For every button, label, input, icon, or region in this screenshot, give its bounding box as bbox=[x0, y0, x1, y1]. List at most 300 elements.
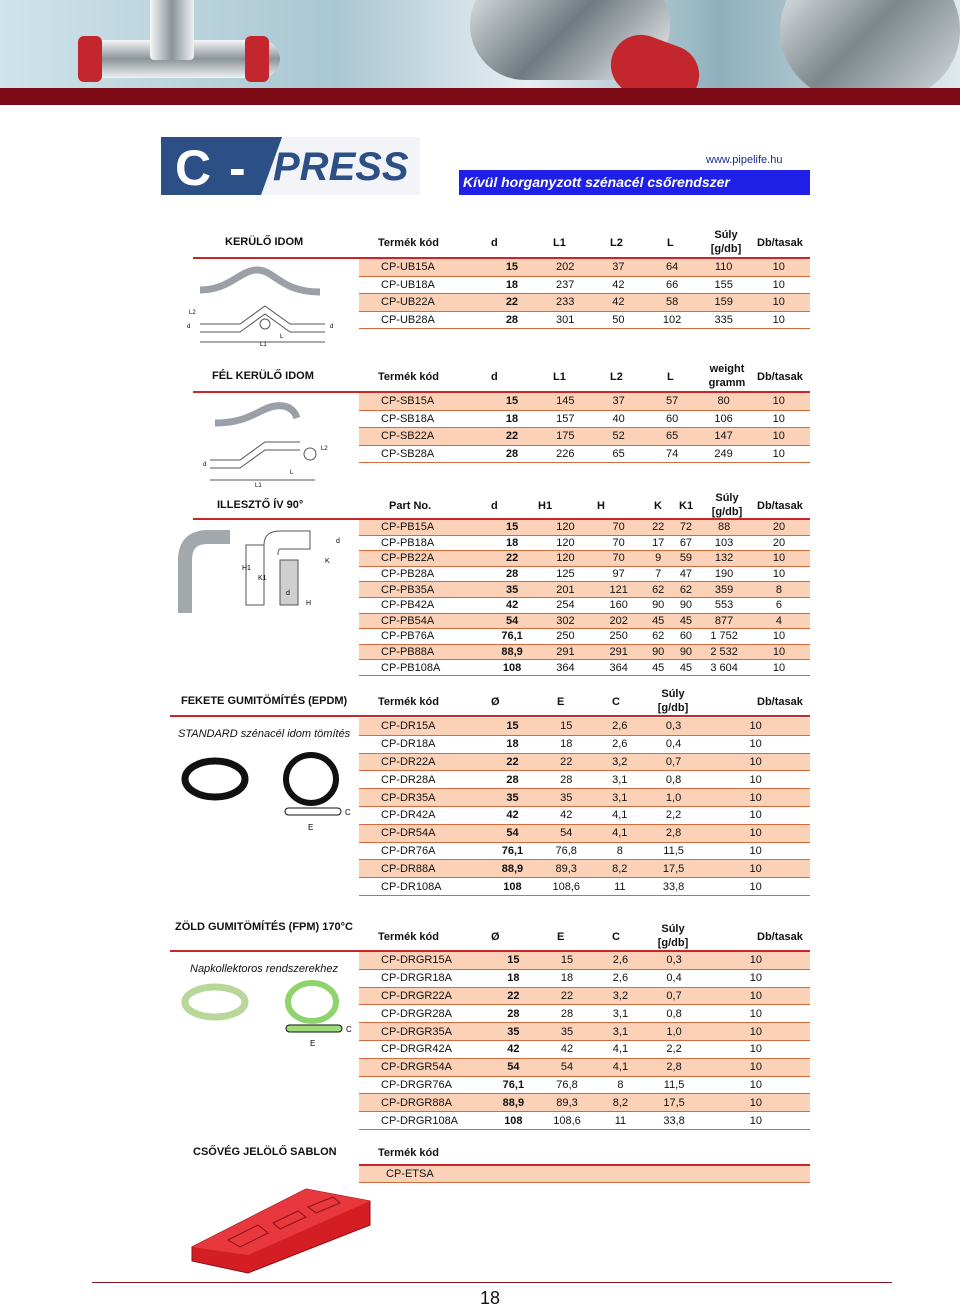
product-code-cell: CP-DR18A bbox=[359, 735, 486, 753]
table-cell: 10 bbox=[702, 1005, 810, 1023]
product-code-cell: CP-DRGR28A bbox=[359, 1005, 487, 1023]
svg-text:d: d bbox=[187, 324, 191, 330]
svg-text:L2: L2 bbox=[321, 446, 328, 452]
table-cell: 3,1 bbox=[594, 1005, 646, 1023]
table-cell: 18 bbox=[486, 276, 538, 294]
table-row bbox=[359, 1040, 810, 1058]
table-cell: 28 bbox=[486, 445, 538, 463]
table-cell: 33,8 bbox=[646, 878, 701, 896]
table-cell: 11 bbox=[594, 878, 646, 896]
table-cell: 291 bbox=[593, 644, 645, 660]
product-code-cell: CP-DR22A bbox=[359, 753, 486, 771]
table-cell: 8,2 bbox=[594, 1094, 646, 1112]
table-cell: 18 bbox=[487, 969, 539, 987]
table-cell: 2,6 bbox=[594, 969, 646, 987]
table-cell: 335 bbox=[700, 311, 748, 329]
svg-text:d: d bbox=[286, 590, 290, 597]
table-cell: 67 bbox=[672, 535, 701, 551]
product-table bbox=[359, 393, 810, 463]
table-cell: 301 bbox=[538, 311, 592, 329]
table-cell: 106 bbox=[700, 410, 748, 428]
product-code-cell: CP-PB108A bbox=[359, 660, 486, 676]
black-o-ring-drawing bbox=[180, 752, 360, 832]
table-cell: 10 bbox=[748, 410, 810, 428]
product-code-cell: CP-UB22A bbox=[359, 294, 486, 312]
table-row bbox=[359, 445, 810, 463]
svg-text:C: C bbox=[345, 808, 351, 817]
table-row bbox=[359, 842, 810, 860]
product-code-cell: CP-DRGR18A bbox=[359, 969, 487, 987]
table-cell: 3,1 bbox=[594, 1023, 646, 1041]
table-row bbox=[359, 294, 810, 312]
table-cell: 10 bbox=[748, 445, 810, 463]
table-cell: 72 bbox=[672, 520, 701, 535]
table-cell: 89,3 bbox=[540, 1094, 595, 1112]
table-cell: 10 bbox=[748, 259, 810, 276]
table-cell: 28 bbox=[539, 771, 594, 789]
product-code-cell: CP-PB42A bbox=[359, 597, 486, 613]
table-cell: 20 bbox=[748, 520, 810, 535]
table-cell: 65 bbox=[593, 445, 645, 463]
table-cell: 22 bbox=[645, 520, 672, 535]
section-title: FEKETE GUMITÖMÍTÉS (EPDM) bbox=[181, 695, 348, 707]
table-cell: 132 bbox=[700, 551, 748, 567]
table-cell: 4,1 bbox=[594, 1058, 646, 1076]
svg-text:L2: L2 bbox=[189, 310, 196, 316]
table-row bbox=[359, 718, 810, 735]
table-cell: 3,2 bbox=[594, 987, 646, 1005]
website-url[interactable]: www.pipelife.hu bbox=[706, 154, 783, 166]
table-cell: 22 bbox=[486, 428, 538, 446]
table-cell: 10 bbox=[702, 1076, 810, 1094]
table-cell: 37 bbox=[592, 259, 644, 276]
table-cell: 250 bbox=[538, 629, 592, 645]
table-cell: 190 bbox=[700, 566, 748, 582]
svg-text:K1: K1 bbox=[258, 575, 267, 582]
table-cell: 9 bbox=[645, 551, 672, 567]
table-row bbox=[359, 952, 810, 969]
table-cell: 8 bbox=[594, 842, 646, 860]
table-cell: 10 bbox=[702, 1112, 810, 1130]
table-cell: 102 bbox=[644, 311, 699, 329]
table-cell: 17,5 bbox=[646, 1094, 701, 1112]
table-cell: 10 bbox=[701, 842, 810, 860]
header-accent-bar bbox=[0, 88, 960, 105]
table-cell: 10 bbox=[702, 1023, 810, 1041]
table-cell: 15 bbox=[486, 393, 538, 410]
table-row bbox=[359, 259, 810, 276]
table-cell: 35 bbox=[540, 1023, 595, 1041]
table-cell: 2,6 bbox=[594, 718, 646, 735]
table-cell: 15 bbox=[486, 718, 539, 735]
table-cell: 120 bbox=[538, 551, 592, 567]
c-press-logo: C - PRESS bbox=[161, 137, 420, 195]
table-cell: 3,2 bbox=[594, 753, 646, 771]
table-cell: 10 bbox=[702, 987, 810, 1005]
table-cell: 1 752 bbox=[700, 629, 748, 645]
table-cell: 120 bbox=[538, 535, 592, 551]
table-row bbox=[359, 1058, 810, 1076]
table-cell: 10 bbox=[748, 276, 810, 294]
table-cell: 125 bbox=[538, 566, 592, 582]
table-row bbox=[359, 1112, 810, 1130]
table-cell: 110 bbox=[700, 259, 748, 276]
table-row bbox=[359, 753, 810, 771]
table-cell: 0,3 bbox=[646, 718, 701, 735]
table-cell: 254 bbox=[538, 597, 592, 613]
table-cell: 10 bbox=[748, 566, 810, 582]
table-row bbox=[359, 987, 810, 1005]
table-cell: 18 bbox=[539, 735, 594, 753]
table-cell: 10 bbox=[748, 660, 810, 676]
table-cell: 88 bbox=[700, 520, 748, 535]
table-cell: 10 bbox=[748, 629, 810, 645]
section-title: FÉL KERÜLŐ IDOM bbox=[212, 370, 314, 382]
product-code-cell: CP-PB54A bbox=[359, 613, 486, 629]
table-cell: 45 bbox=[645, 613, 672, 629]
product-code-cell: CP-PB15A bbox=[359, 520, 486, 535]
product-code-cell: CP-UB15A bbox=[359, 259, 486, 276]
table-cell: 10 bbox=[748, 644, 810, 660]
table-cell: 2,8 bbox=[646, 824, 701, 842]
table-cell: 11 bbox=[594, 1112, 646, 1130]
table-cell: 28 bbox=[540, 1005, 595, 1023]
table-cell: 0,7 bbox=[646, 753, 701, 771]
table-cell: 202 bbox=[593, 613, 645, 629]
table-cell: 17,5 bbox=[646, 860, 701, 878]
product-code-cell: CP-DRGR15A bbox=[359, 952, 487, 969]
table-cell: 54 bbox=[539, 824, 594, 842]
product-code-cell: CP-DRGR108A bbox=[359, 1112, 487, 1130]
product-code-cell: CP-SB22A bbox=[359, 428, 486, 446]
table-cell: 54 bbox=[486, 824, 539, 842]
table-cell: 42 bbox=[539, 806, 594, 824]
table-row bbox=[359, 428, 810, 446]
product-code-cell: CP-DR76A bbox=[359, 842, 486, 860]
svg-text:d: d bbox=[330, 324, 334, 330]
table-row bbox=[359, 1094, 810, 1112]
product-code-cell: CP-DRGR42A bbox=[359, 1040, 487, 1058]
table-row bbox=[359, 535, 810, 551]
table-cell: 175 bbox=[538, 428, 592, 446]
product-code-cell: CP-UB28A bbox=[359, 311, 486, 329]
product-code-cell: CP-PB22A bbox=[359, 551, 486, 567]
table-cell: 50 bbox=[592, 311, 644, 329]
table-row bbox=[359, 735, 810, 753]
table-cell: 76,8 bbox=[540, 1076, 595, 1094]
table-cell: 28 bbox=[487, 1005, 539, 1023]
table-cell: 22 bbox=[486, 753, 539, 771]
table-cell: 58 bbox=[644, 294, 699, 312]
table-cell: 877 bbox=[700, 613, 748, 629]
product-code-cell: CP-DR54A bbox=[359, 824, 486, 842]
table-cell: 8 bbox=[748, 582, 810, 598]
svg-text:d: d bbox=[336, 538, 340, 545]
table-cell: 70 bbox=[593, 551, 645, 567]
table-cell: 15 bbox=[540, 952, 595, 969]
product-code-cell: CP-DR15A bbox=[359, 718, 486, 735]
table-cell: 302 bbox=[538, 613, 592, 629]
table-cell: 10 bbox=[702, 1058, 810, 1076]
table-cell: 201 bbox=[538, 582, 592, 598]
table-cell: 233 bbox=[538, 294, 592, 312]
product-code-cell: CP-SB18A bbox=[359, 410, 486, 428]
product-table bbox=[359, 259, 810, 329]
pipe-end-template-drawing bbox=[188, 1185, 378, 1275]
table-cell: 33,8 bbox=[646, 1112, 701, 1130]
table-cell: 35 bbox=[539, 789, 594, 807]
table-cell: 226 bbox=[538, 445, 592, 463]
svg-text:L1: L1 bbox=[255, 483, 262, 488]
section-subtitle: STANDARD szénacél idom tömítés bbox=[178, 728, 351, 740]
table-cell: 37 bbox=[593, 393, 645, 410]
table-cell: 35 bbox=[486, 789, 539, 807]
table-cell: 42 bbox=[592, 276, 644, 294]
header-banner-photo bbox=[0, 0, 960, 90]
table-cell: 155 bbox=[700, 276, 748, 294]
section-title: KERÜLŐ IDOM bbox=[225, 236, 304, 248]
half-offset-bend-drawing bbox=[195, 398, 355, 488]
table-row bbox=[359, 860, 810, 878]
table-row bbox=[359, 1023, 810, 1041]
table-cell: 10 bbox=[701, 771, 810, 789]
table-cell: 2,2 bbox=[646, 806, 701, 824]
table-cell: 54 bbox=[486, 613, 539, 629]
table-cell: 10 bbox=[748, 393, 810, 410]
product-code-cell: CP-PB88A bbox=[359, 644, 486, 660]
table-cell: 0,4 bbox=[646, 969, 701, 987]
product-code-cell: CP-SB28A bbox=[359, 445, 486, 463]
svg-text:L: L bbox=[290, 470, 294, 476]
table-cell: 17 bbox=[645, 535, 672, 551]
table-cell: 89,3 bbox=[539, 860, 594, 878]
svg-text:C: C bbox=[346, 1025, 352, 1034]
product-code-cell: CP-DRGR35A bbox=[359, 1023, 487, 1041]
table-cell: 90 bbox=[672, 597, 701, 613]
table-cell: 11,5 bbox=[646, 842, 701, 860]
table-cell: 76,8 bbox=[539, 842, 594, 860]
table-cell: 42 bbox=[540, 1040, 595, 1058]
table-cell: 147 bbox=[700, 428, 748, 446]
table-cell: 2,8 bbox=[646, 1058, 701, 1076]
table-cell: 15 bbox=[486, 520, 539, 535]
table-cell: 54 bbox=[540, 1058, 595, 1076]
table-row bbox=[359, 660, 810, 676]
table-row: CP-ETSA bbox=[359, 1166, 810, 1183]
table-cell: 10 bbox=[701, 753, 810, 771]
page-number: 18 bbox=[479, 1288, 501, 1308]
table-row bbox=[359, 644, 810, 660]
table-cell: 45 bbox=[645, 660, 672, 676]
table-cell: 4,1 bbox=[594, 824, 646, 842]
product-table bbox=[359, 952, 810, 1130]
table-cell: 90 bbox=[672, 644, 701, 660]
table-cell: 18 bbox=[486, 410, 538, 428]
table-cell: 59 bbox=[672, 551, 701, 567]
table-cell: 2,6 bbox=[594, 735, 646, 753]
table-cell: 0,8 bbox=[646, 771, 701, 789]
table-cell: 15 bbox=[539, 718, 594, 735]
product-code-cell: CP-DR28A bbox=[359, 771, 486, 789]
product-code-cell: CP-DRGR76A bbox=[359, 1076, 487, 1094]
table-cell: 6 bbox=[748, 597, 810, 613]
table-cell: 42 bbox=[487, 1040, 539, 1058]
table-cell: 159 bbox=[700, 294, 748, 312]
table-cell: 3,1 bbox=[594, 771, 646, 789]
table-cell: 35 bbox=[487, 1023, 539, 1041]
table-cell: 10 bbox=[702, 969, 810, 987]
svg-text:E: E bbox=[308, 823, 314, 832]
table-header: Termék kód bbox=[378, 1147, 439, 1159]
table-cell: 10 bbox=[748, 551, 810, 567]
section-title: ZÖLD GUMITÖMÍTÉS (FPM) 170°C bbox=[175, 921, 353, 933]
table-cell: 18 bbox=[486, 535, 539, 551]
table-cell: 359 bbox=[700, 582, 748, 598]
table-cell: 250 bbox=[593, 629, 645, 645]
table-cell: 160 bbox=[593, 597, 645, 613]
section-rule bbox=[170, 715, 810, 717]
table-row bbox=[359, 824, 810, 842]
table-cell: 1,0 bbox=[646, 1023, 701, 1041]
table-row bbox=[359, 582, 810, 598]
table-cell: 52 bbox=[593, 428, 645, 446]
table-cell: 70 bbox=[593, 520, 645, 535]
table-cell: 22 bbox=[486, 294, 538, 312]
table-cell: 10 bbox=[702, 1040, 810, 1058]
table-cell: 60 bbox=[672, 629, 701, 645]
table-cell: 42 bbox=[486, 806, 539, 824]
section-subtitle: Napkollektoros rendszerekhez bbox=[190, 963, 338, 975]
table-cell: 121 bbox=[593, 582, 645, 598]
table-cell: 88,9 bbox=[486, 860, 539, 878]
table-cell: 65 bbox=[645, 428, 700, 446]
table-cell: 45 bbox=[672, 660, 701, 676]
product-code-cell: CP-DR88A bbox=[359, 860, 486, 878]
table-cell: 4,1 bbox=[594, 1040, 646, 1058]
tagline-bar: Kívül horganyzott szénacél csőrendszer bbox=[459, 170, 810, 195]
table-cell: 62 bbox=[645, 582, 672, 598]
table-cell: 47 bbox=[672, 566, 701, 582]
table-cell: 42 bbox=[592, 294, 644, 312]
table-cell: 97 bbox=[593, 566, 645, 582]
table-cell: 1,0 bbox=[646, 789, 701, 807]
product-code-cell: CP-DRGR22A bbox=[359, 987, 487, 1005]
product-code-cell: CP-PB18A bbox=[359, 535, 486, 551]
table-row bbox=[359, 878, 810, 896]
table-row bbox=[359, 311, 810, 329]
table-cell: 4,1 bbox=[594, 806, 646, 824]
table-cell: 237 bbox=[538, 276, 592, 294]
table-cell: 364 bbox=[538, 660, 592, 676]
svg-text:H1: H1 bbox=[242, 565, 251, 572]
table-cell: 2 532 bbox=[700, 644, 748, 660]
table-cell: 10 bbox=[701, 718, 810, 735]
table-cell: 157 bbox=[538, 410, 592, 428]
table-cell: 15 bbox=[486, 259, 538, 276]
table-row bbox=[359, 551, 810, 567]
table-row bbox=[359, 597, 810, 613]
table-row bbox=[359, 276, 810, 294]
table-row bbox=[359, 806, 810, 824]
table-cell: 10 bbox=[701, 824, 810, 842]
table-cell: 10 bbox=[701, 860, 810, 878]
table-cell: 88,9 bbox=[486, 644, 539, 660]
table-cell: 10 bbox=[748, 311, 810, 329]
table-row bbox=[359, 1076, 810, 1094]
table-cell: 28 bbox=[486, 566, 539, 582]
product-code-cell: CP-PB35A bbox=[359, 582, 486, 598]
table-cell: 3 604 bbox=[700, 660, 748, 676]
footer-rule bbox=[92, 1282, 892, 1283]
table-cell: 10 bbox=[701, 806, 810, 824]
table-cell: 35 bbox=[486, 582, 539, 598]
product-code-cell: CP-PB76A bbox=[359, 629, 486, 645]
table-cell: 108 bbox=[487, 1112, 539, 1130]
table-cell: 60 bbox=[645, 410, 700, 428]
table-cell: 28 bbox=[486, 311, 538, 329]
table-cell: 108 bbox=[486, 878, 539, 896]
section-title: CSŐVÉG JELÖLŐ SABLON bbox=[193, 1146, 337, 1158]
table-cell: 88,9 bbox=[487, 1094, 539, 1112]
product-code-cell: CP-UB18A bbox=[359, 276, 486, 294]
table-cell: 22 bbox=[486, 551, 539, 567]
product-table bbox=[359, 520, 810, 676]
table-cell: 22 bbox=[487, 987, 539, 1005]
table-row bbox=[359, 771, 810, 789]
table-cell: 20 bbox=[748, 535, 810, 551]
table-cell: 10 bbox=[748, 294, 810, 312]
table-cell: 11,5 bbox=[646, 1076, 701, 1094]
table-row bbox=[359, 1005, 810, 1023]
table-row bbox=[359, 629, 810, 645]
svg-text:H: H bbox=[306, 600, 312, 607]
table-cell: 2,2 bbox=[646, 1040, 701, 1058]
table-cell: 103 bbox=[700, 535, 748, 551]
table-cell: 22 bbox=[539, 753, 594, 771]
table-cell: 249 bbox=[700, 445, 748, 463]
table-cell: 18 bbox=[540, 969, 595, 987]
table-cell: 0,3 bbox=[646, 952, 701, 969]
table-cell: 90 bbox=[645, 597, 672, 613]
table-cell: 7 bbox=[645, 566, 672, 582]
table-cell: 76,1 bbox=[486, 629, 539, 645]
table-cell: 108 bbox=[486, 660, 539, 676]
table-cell: 120 bbox=[538, 520, 592, 535]
table-cell: 45 bbox=[672, 613, 701, 629]
table-cell: 10 bbox=[701, 789, 810, 807]
table-cell: 70 bbox=[593, 535, 645, 551]
table-cell: 28 bbox=[486, 771, 539, 789]
table-cell: 10 bbox=[748, 428, 810, 446]
table-cell: 62 bbox=[645, 629, 672, 645]
table-cell: 8 bbox=[594, 1076, 646, 1094]
offset-bend-drawing bbox=[185, 262, 355, 347]
table-cell: 10 bbox=[702, 1094, 810, 1112]
table-cell: 10 bbox=[702, 952, 810, 969]
product-code-cell: CP-PB28A bbox=[359, 566, 486, 582]
table-cell: 8,2 bbox=[594, 860, 646, 878]
green-o-ring-drawing bbox=[180, 980, 360, 1050]
table-row bbox=[359, 393, 810, 410]
svg-text:K: K bbox=[325, 558, 330, 565]
table-cell: 76,1 bbox=[486, 842, 539, 860]
table-cell: 108,6 bbox=[539, 878, 594, 896]
product-code-cell: CP-SB15A bbox=[359, 393, 486, 410]
table-cell: 90 bbox=[645, 644, 672, 660]
table-cell: 0,7 bbox=[646, 987, 701, 1005]
table-cell: 145 bbox=[538, 393, 592, 410]
table-cell: 42 bbox=[486, 597, 539, 613]
